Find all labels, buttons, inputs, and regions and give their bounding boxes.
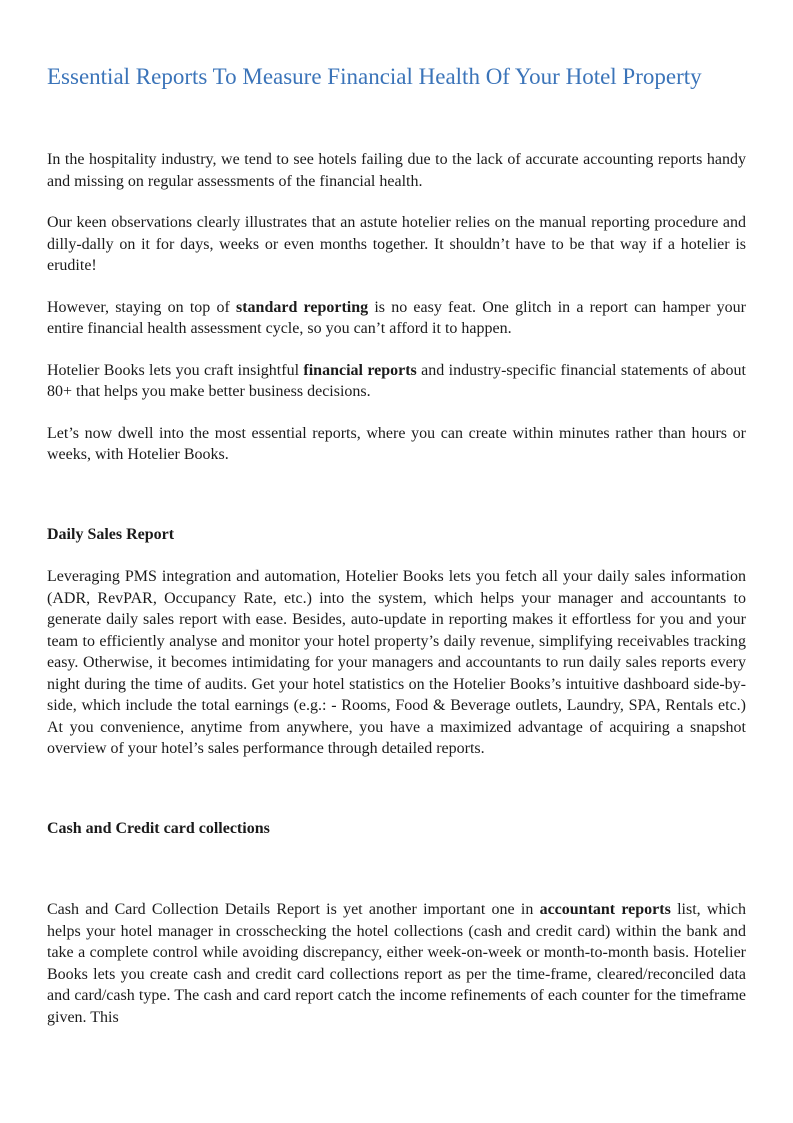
- paragraph-text: is no easy feat. One glitch in a report can hamper your entire financial health assessment cycle, so you can’t afford it to happen.: [47, 298, 746, 337]
- paragraph-text: Our keen observations clearly illustrates that an astute hotelier relies on the manual reporting procedure and dilly-dally on it for days, weeks or even months together. It shouldn’t have to be that way if a hotelier is erudite!: [47, 214, 746, 274]
- paragraph-dwell: [47, 423, 746, 466]
- paragraph-text: Hotelier Books lets you craft insightful: [47, 361, 304, 379]
- bold-text-accountant-reports: accountant reports: [539, 901, 671, 918]
- paragraph-text: Let’s now dwell into the most essential reports, where you can create within minutes rather than hours or weeks, with Hotelier Books.: [47, 424, 746, 463]
- paragraph-hotelier-books: [47, 360, 746, 403]
- paragraph-text: and industry-specific financial statements of about 80+ that helps you make better business decisions.: [47, 361, 747, 400]
- paragraph-cash-card: [47, 899, 746, 1028]
- paragraph-text: Cash and Card Collection Details Report is yet another important one in: [47, 901, 540, 918]
- bold-text-financial-reports: financial reports: [303, 361, 417, 379]
- paragraph-daily-sales: [47, 566, 746, 760]
- paragraph-observations: [47, 212, 746, 277]
- paragraph-intro: [47, 149, 746, 192]
- document-title: Essential Reports To Measure Financial Health Of Your Hotel Property: [47, 64, 702, 89]
- paragraph-standard-reporting: [47, 297, 746, 340]
- paragraph-text: list, which helps your hotel manager in crosschecking the hotel collections (cash and credit card) within the bank and take a complete control while avoiding discrepancy, either week-on-week or month-to-month basis. Hotelier Books lets you create cash and credit card collections report as per the time-frame, cleared/reconciled data and card/cash type. The cash and card report catch the income refinements of each counter for the timeframe given. This: [47, 901, 746, 1026]
- paragraph-text: In the hospitality industry, we tend to see hotels failing due to the lack of accurate accounting reports handy and missing on regular assessments of the financial health.: [47, 151, 746, 190]
- bold-text-standard-reporting: standard reporting: [236, 298, 369, 316]
- paragraph-text: However, staying on top of: [47, 298, 236, 316]
- heading-cash-credit-collections: Cash and Credit card collections: [47, 819, 270, 837]
- paragraph-text: Leveraging PMS integration and automation, Hotelier Books lets you fetch all your daily sales information (ADR, RevPAR, Occupancy Rate, etc.) into the system, which helps your manager and accountants to generate daily sales report with ease. Besides, auto-update in reporting makes it effortless for you and your team to efficiently analyse and monitor your hotel property’s daily revenue, simplifying receivables tracking easy. Otherwise, it becomes intimidating for your managers and accountants to run daily sales reports every night during the time of audits. Get your hotel statistics on the Hotelier Books’s intuitive dashboard side-by-side, which include the total earnings (e.g.: - Rooms, Food & Beverage outlets, Laundry, SPA, Rentals etc.) At you convenience, anytime from anywhere, you have a maximized advantage of acquiring a snapshot overview of your hotel’s sales performance through detailed reports.: [47, 568, 746, 757]
- heading-daily-sales-report: Daily Sales Report: [47, 525, 175, 543]
